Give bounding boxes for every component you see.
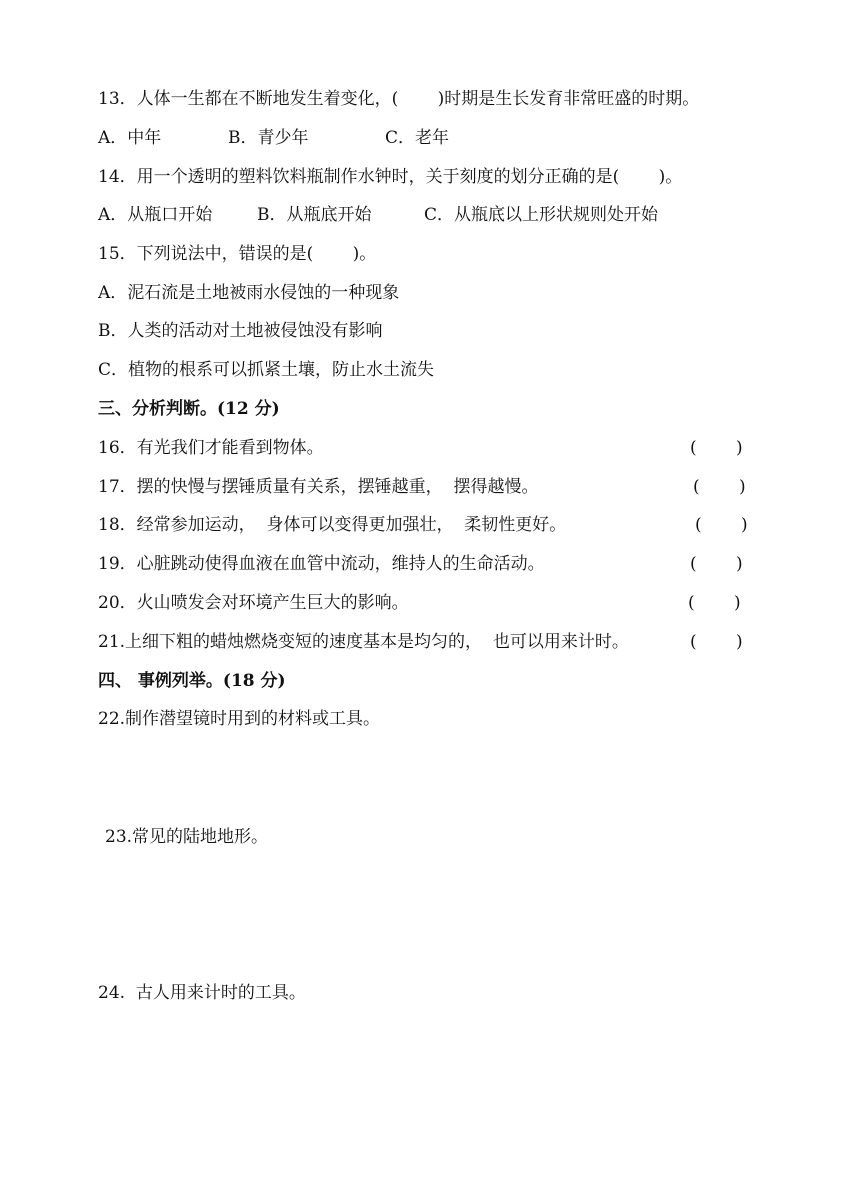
answer-bracket-19[interactable]: ( ) (690, 554, 743, 574)
listing-item-22: 22.制作潜望镜时用到的材料或工具。 (98, 709, 381, 729)
question-14-stem: 14．用一个透明的塑料饮料瓶制作水钟时，关于刻度的划分正确的是( )。 (98, 167, 683, 187)
listing-item-23: 23.常见的陆地地形。 (105, 827, 269, 847)
question-14-option-a: A．从瓶口开始 (98, 205, 213, 225)
listing-item-24: 24. 古人用来计时的工具。 (98, 983, 306, 1003)
question-13-option-c: C．老年 (385, 128, 450, 148)
judgment-item-19: 19．心脏跳动使得血液在血管中流动，维持人的生命活动。 (98, 554, 545, 574)
question-13-option-b: B．青少年 (228, 128, 309, 148)
question-14-option-b: B．从瓶底开始 (257, 205, 372, 225)
question-13-option-a: A．中年 (98, 128, 162, 148)
answer-bracket-16[interactable]: ( ) (690, 438, 743, 458)
judgment-item-17: 17．摆的快慢与摆锤质量有关系，摆锤越重， 摆得越慢。 (98, 477, 539, 497)
section-4-heading: 四、 事例列举。(18 分) (98, 671, 286, 691)
question-15-stem: 15．下列说法中，错误的是( )。 (98, 244, 377, 264)
question-15-option-c: C．植物的根系可以抓紧土壤，防止水土流失 (98, 360, 435, 380)
question-15-option-a: A．泥石流是土地被雨水侵蚀的一种现象 (98, 283, 400, 303)
judgment-item-20: 20．火山喷发会对环境产生巨大的影响。 (98, 593, 409, 613)
question-15-option-b: B．人类的活动对土地被侵蚀没有影响 (98, 321, 383, 341)
answer-bracket-17[interactable]: ( ) (693, 477, 746, 497)
answer-bracket-18[interactable]: ( ) (695, 515, 748, 535)
judgment-item-16: 16．有光我们才能看到物体。 (98, 438, 324, 458)
judgment-item-18: 18．经常参加运动， 身体可以变得更加强壮， 柔韧性更好。 (98, 515, 567, 535)
question-14-option-c: C．从瓶底以上形状规则处开始 (424, 205, 659, 225)
answer-bracket-20[interactable]: ( ) (688, 593, 741, 613)
section-3-heading: 三、分析判断。(12 分) (98, 399, 280, 419)
question-13-stem: 13．人体一生都在不断地发生着变化，( )时期是生长发育非常旺盛的时期。 (98, 89, 700, 109)
judgment-item-21: 21.上细下粗的蜡烛燃烧变短的速度基本是均匀的， 也可以用来计时。 (98, 632, 629, 652)
answer-bracket-21[interactable]: ( ) (690, 632, 743, 652)
